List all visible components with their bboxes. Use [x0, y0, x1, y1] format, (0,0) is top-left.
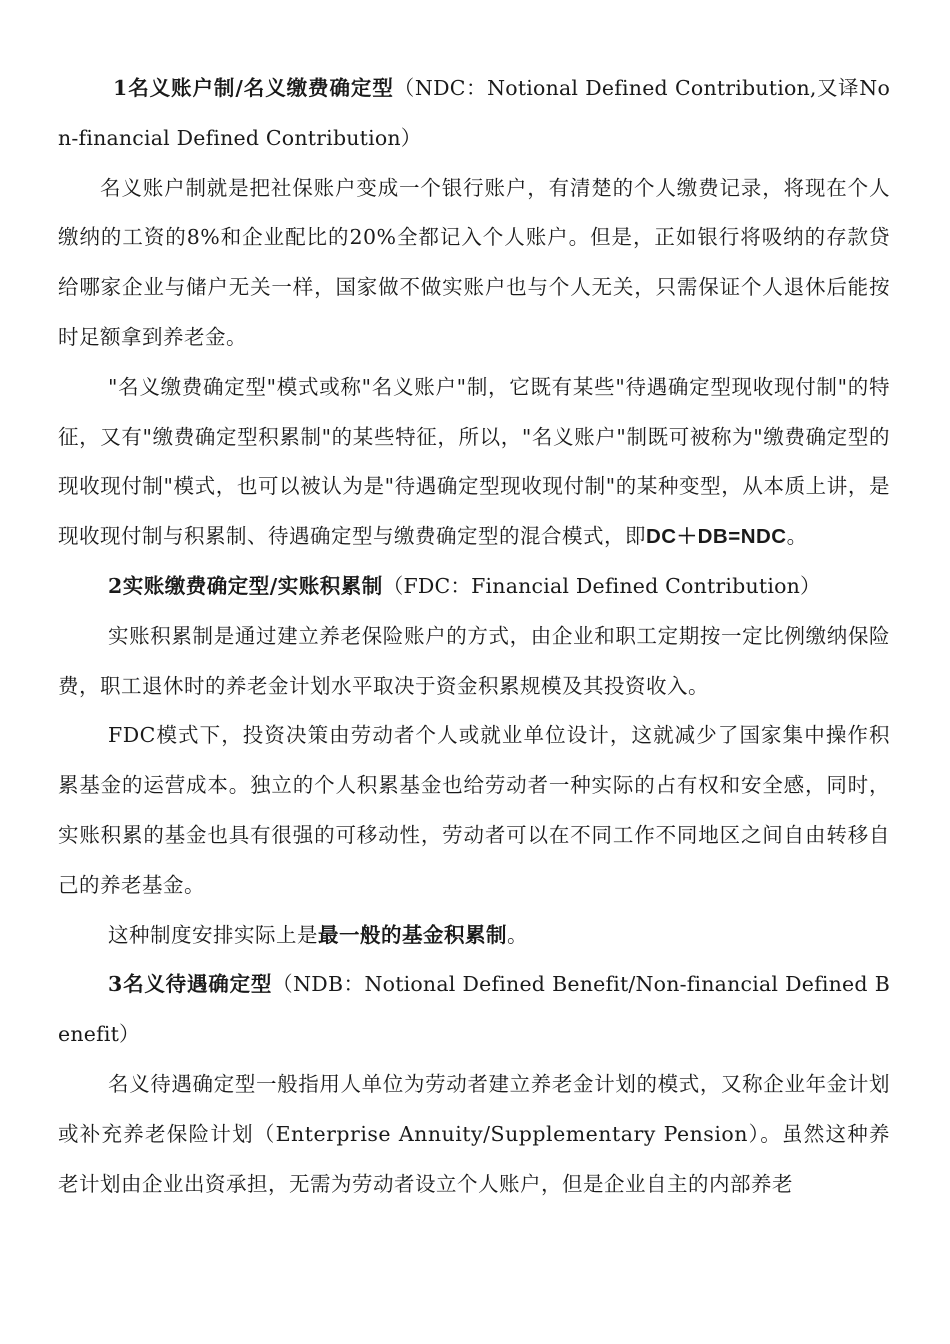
section-heading-1: [58, 64, 890, 164]
fdc-summary-text: 这种制度安排实际上是: [108, 922, 318, 947]
ndc-formula: DC＋DB=NDC: [646, 525, 787, 549]
section-heading-2: [58, 562, 890, 612]
paragraph-ndc-definition: 名义账户制就是把社保账户变成一个银行账户，有清楚的个人缴费记录，将现在个人缴纳的工资的8%和企业配比的20%全都记入个人账户。但是，正如银行将吸纳的存款贷给哪家企业与储户无关一样，国家做不做实账户也与个人无关，只需保证个人退休后能按时足额拿到养老金。: [58, 175, 890, 349]
heading-3-title: 3名义待遇确定型: [108, 972, 273, 997]
section-heading-3: [58, 960, 890, 1060]
document-page: [58, 64, 890, 1209]
heading-2-title: 2实账缴费确定型/实账积累制: [108, 573, 383, 598]
heading-1-title: 1名义账户制/名义缴费确定型: [113, 76, 394, 100]
heading-3-subtitle: （NDB：Notional Defined Benefit/Non-financial Defined Benefit）: [58, 972, 890, 1047]
paragraph-fdc-investment: FDC模式下，投资决策由劳动者个人或就业单位设计，这就减少了国家集中操作积累基金的运营成本。独立的个人积累基金也给劳动者一种实际的占有权和安全感，同时，实账积累的基金也具有很强的可移动性，劳动者可以在不同工作不同地区之间自由转移自己的养老基金。: [58, 723, 890, 897]
ndc-formula-end: 。: [786, 524, 808, 549]
heading-2-subtitle: （FDC：Financial Defined Contribution）: [382, 573, 821, 598]
paragraph-ndb-definition: 名义待遇确定型一般指用人单位为劳动者建立养老金计划的模式，又称企业年金计划或补充养老保险计划（Enterprise Annuity/Supplementary Pension）。虽然这种养老计划由企业出资承担，无需为劳动者设立个人账户，但是企业自主的内部养老: [58, 1071, 890, 1196]
ndc-mixed-model-text: "名义缴费确定型"模式或称"名义账户"制，它既有某些"待遇确定型现收现付制"的特征，又有"缴费确定型积累制"的某些特征，所以，"名义账户"制既可被称为"缴费确定型的现收现付制"模式，也可以被认为是"待遇确定型现收现付制"的某种变型，从本质上讲，是现收现付制与积累制、待遇确定型与缴费确定型的混合模式，即: [58, 374, 890, 549]
heading-1-subtitle: （NDC：Notional Defined Contribution,又译Non-financial Defined Contribution）: [58, 76, 890, 150]
paragraph-fdc-definition: 实账积累制是通过建立养老保险账户的方式，由企业和职工定期按一定比例缴纳保险费，职工退休时的养老金计划水平取决于资金积累规模及其投资收入。: [58, 623, 890, 698]
fdc-summary-end: 。: [507, 922, 528, 947]
fdc-summary-emphasis: 最一般的基金积累制: [318, 922, 507, 947]
paragraph-ndc-mixed-model: [58, 363, 890, 562]
paragraph-fdc-summary: [58, 911, 890, 961]
